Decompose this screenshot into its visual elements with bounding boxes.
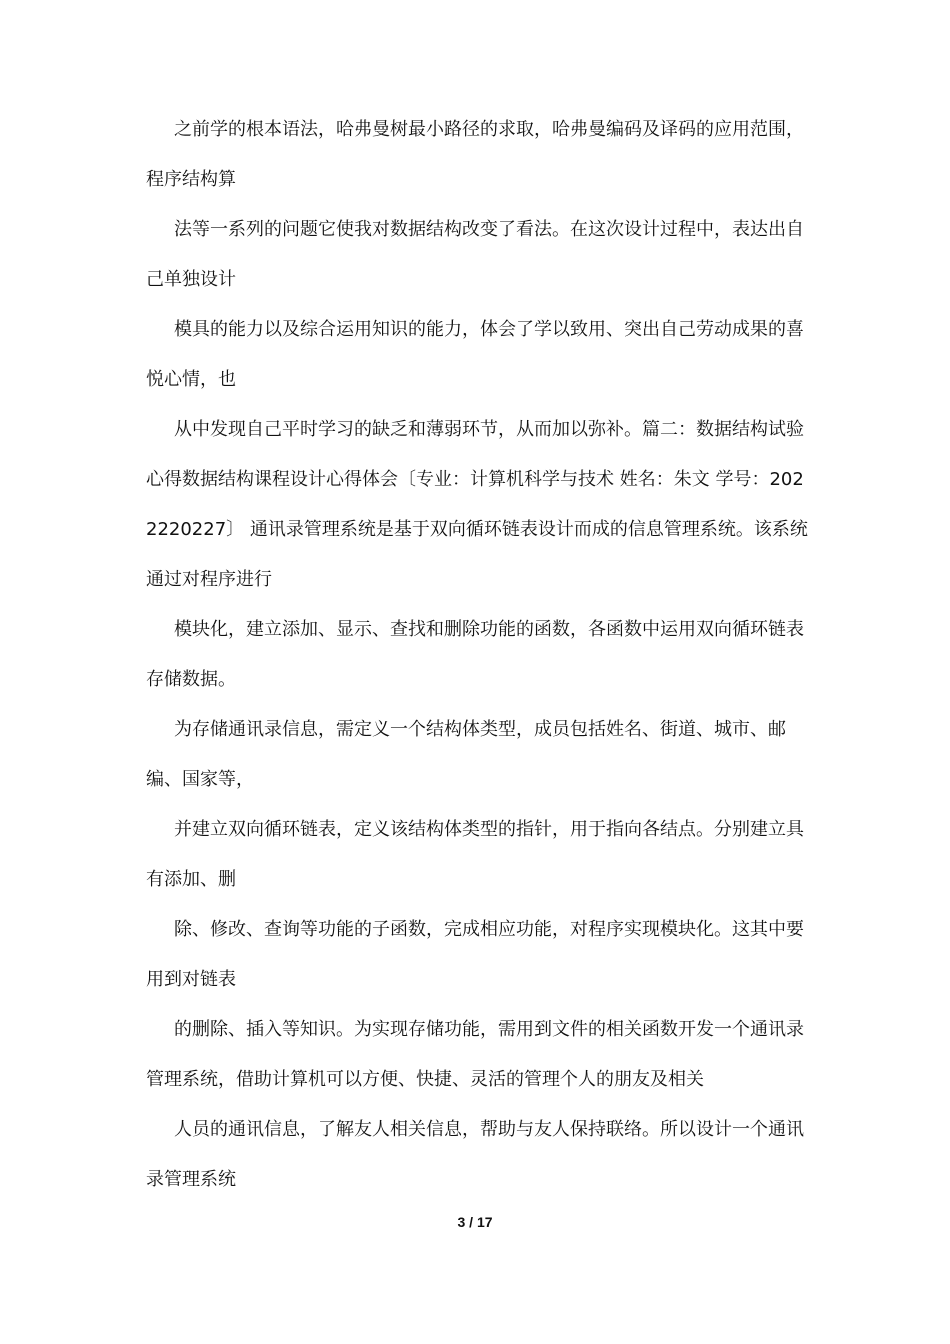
paragraph: 法等一系列的问题它使我对数据结构改变了看法。在这次设计过程中，表达出自己单独设计 <box>146 219 804 290</box>
paragraph: 为存储通讯录信息，需定义一个结构体类型，成员包括姓名、街道、城市、邮编、国家等， <box>146 719 786 790</box>
document-body <box>146 105 811 1205</box>
paragraph: 人员的通讯信息，了解友人相关信息，帮助与友人保持联络。所以设计一个通讯录管理系统 <box>146 1119 804 1190</box>
paragraph: 之前学的根本语法，哈弗曼树最小路径的求取，哈弗曼编码及译码的应用范围，程序结构算 <box>146 119 804 190</box>
paragraph: 模具的能力以及综合运用知识的能力，体会了学以致用、突出自己劳动成果的喜悦心情，也 <box>146 319 804 390</box>
page-number: 3 / 17 <box>457 1214 493 1230</box>
paragraph: 从中发现自己平时学习的缺乏和薄弱环节，从而加以弥补。篇二：数据结构试验心得数据结构课程设计心得体会〔专业：计算机科学与技术 姓名：朱文 学号：2022220227〕 通讯录管理系统是基于双向循环链表设计而成的信息管理系统。该系统通过对程序进行 <box>146 419 808 590</box>
paragraph: 并建立双向循环链表，定义该结构体类型的指针，用于指向各结点。分别建立具有添加、删 <box>146 819 804 890</box>
paragraph: 模块化，建立添加、显示、查找和删除功能的函数，各函数中运用双向循环链表存储数据。 <box>146 619 804 690</box>
paragraph: 的删除、插入等知识。为实现存储功能，需用到文件的相关函数开发一个通讯录管理系统，借助计算机可以方便、快捷、灵活的管理个人的朋友及相关 <box>146 1019 804 1090</box>
paragraph: 除、修改、查询等功能的子函数，完成相应功能，对程序实现模块化。这其中要用到对链表 <box>146 919 804 990</box>
